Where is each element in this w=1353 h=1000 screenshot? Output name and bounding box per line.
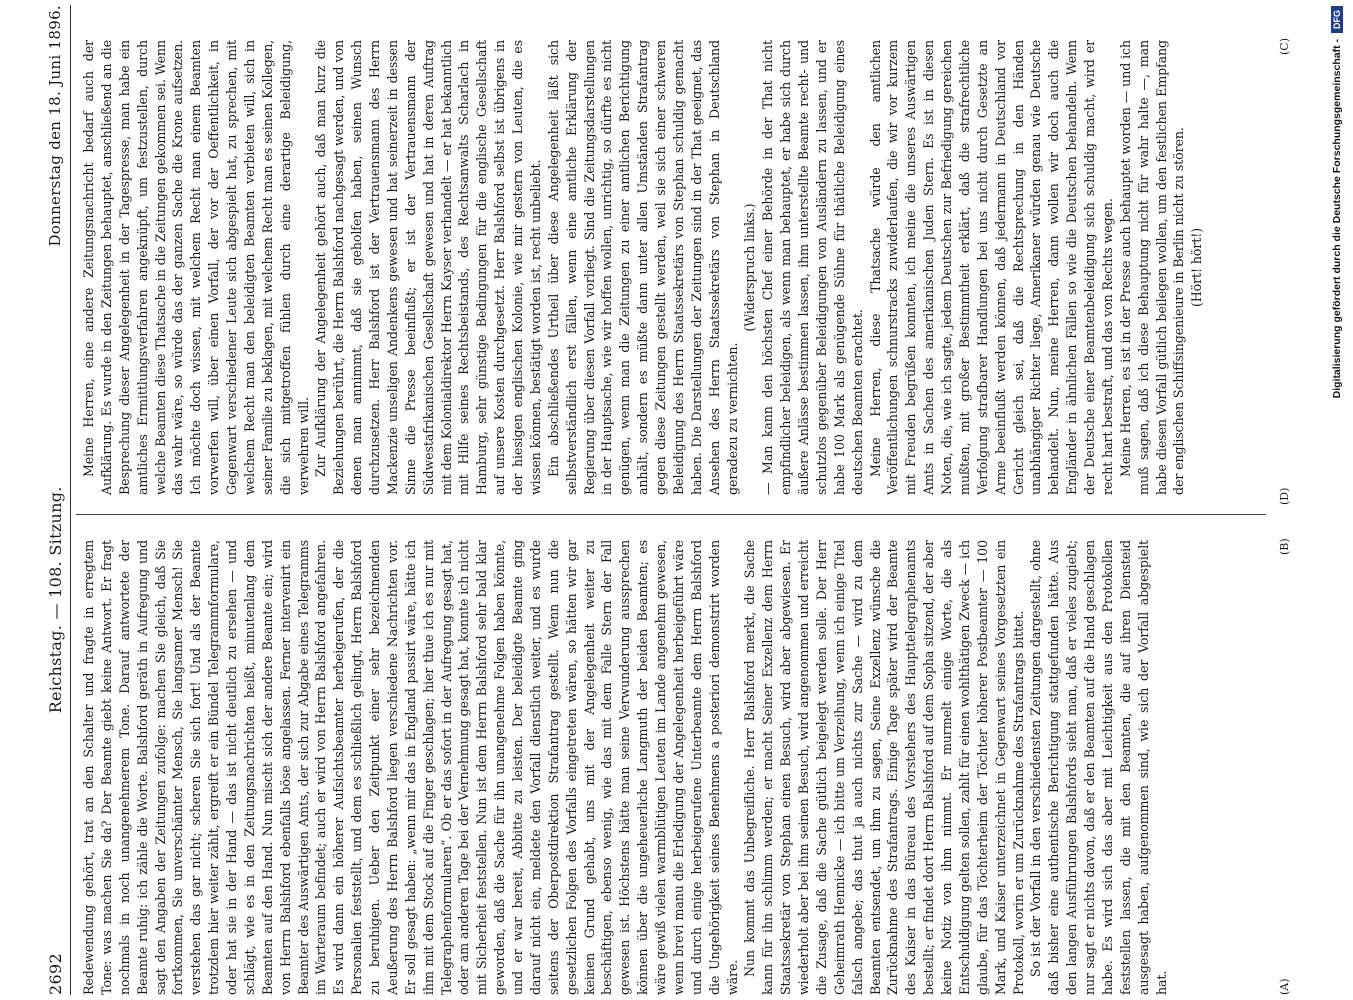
running-header <box>40 5 71 995</box>
interjection: (Hört! hört!) <box>1189 227 1205 308</box>
credit-text: Digitalisierung gefördert durch die Deutsche Forschungsgemeinschaft - <box>1331 39 1343 399</box>
header-left-title: Reichstag. — 108. Sitzung. <box>45 486 65 714</box>
right-paragraph: Meine Herren, diese Thatsache würde den amtlichen Veröffentlichungen schnurstracks zuwiderlaufen, die wir vor kurzem mit Freuden begrüßen konnten, ich meine die unseres Auswärtigen Amts in Sachen des amerikanischen Juden Stern. Es ist in diesen Noten, die, wie ich sagte, jedem Deutschen zur Befriedigung gereichen mußten, mit großer Bestimmtheit erklärt, daß die strafrechtliche Verfolgung strafbarer Handlungen bei uns nicht durch Gesetzte an Arme beeinflußt werden können, daß jedermann in Deutschland vor Gericht gleich sei, daß die Rechtsprechung in den Händen unabhängiger Richter liege, Amerikaner würden genau wie Deutsche behandelt. Nun, meine Herren, dann wollen wir doch auch die Engländer in ähnlichen Fällen so wie die Deutschen behandeln. Wenn der Deutsche einer Beamtenbeleidigung sich schuldig macht, wird er recht hart bestraft, und das von Rechts wegen. <box>867 40 1115 495</box>
left-paragraph: Redewendung gehört, trat an den Schalter und fragte in erregtem Tone: was machen Sie da? Der Beamte giebt keine Antwort. Er fragt nochmals in noch unangenehmerem Tone. Darauf antwortete der Beamte ruhig: ich zähle die Worte. Balshford geräth in Aufregung und sagt den Angaben der Zeitungen zufolge: machen Sie gleich, daß Sie fortkommen, Sie unverschämter Mensch, Sie langsamer Mensch! Sie verstehen das gar nicht; scheren Sie sich fort! Und als der Beamte trotzdem hier weiter zählt, ergreift er ein Bündel Telegrammformulare, oder hat sie in der Hand — das ist nicht deutlich zu ersehen — und schlägt, wie es in den Zeitungsnachrichten heißt, minutenlang dem Beamten auf den Hand. Nun mischt sich der andere Beamte ein; wird von Herrn Balshford ebenfalls böse angelassen. Ferner intervenirt ein Beamter des Auswärtigen Amts, der sich zur Abgabe eines Telegramms im Warteraum befindet; auch er wird von Herrn Balshford angefahren. Es wird dann ein höherer Aufsichtsbeamter herbeigerufen, der die Personalien feststellt, und dem es schließlich gelingt, Herrn Balshford zu beruhigen. Ueber den Zeitpunkt einer sehr bezeichnenden Aeußerung des Herrn Balshford liegen verschiedene Nachrichten vor. Er soll gesagt haben: „wenn mir das in England passirt wäre, hätte ich ihm mit dem Stock auf die Finger geschlagen; hier thue ich es nur mit Telegraphenformularen“. Ob er das sofort in der Aufregung gesagt hat, oder am anderen Tage bei der Vernehmung gesagt hat, konnte ich nicht mit Sicherheit feststellen. Nun ist dem Herrn Balshford sehr bald klar geworden, daß die Sache für ihn unangenehme Folgen haben könnte, und er war bereit, Abbitte zu leisten. Der beleidigte Beamte ging darauf nicht ein, meldete den Vorfall dienstlich weiter, und es wurde seitens der Oberpostdirektion Strafantrag gestellt. Wenn nun die gesetzlichen Folgen des Vorfalls eingetreten wären, so hätten wir gar keinen Grund gehabt, uns mit der Angelegenheit weiter zu beschäftigen, ebenso wenig, wie das mit dem Falle Stern der Fall gewesen ist. Höchstens hätte man seine Verwunderung aussprechen können über die ungeheuerliche Langmuth der beiden Beamten; es wäre gewiß vielen warmblütigen Leuten im Lande angenehm gewesen, wenn brevi manu die Erledigung der Angelegenheit herbeigeführt wäre und durch einige herbeigerufene Unterbeamte dem Herrn Balshford die Ungehörigkeit seines Benehmens a posteriori demonstrirt worden wäre. <box>81 540 740 995</box>
rotated-page <box>40 5 1330 995</box>
left-paragraph: So ist der Vorfall in den verschiedensten Zeitungen dargestellt, ohne daß bisher eine authentische Berichtigung stattgefunden hätte. Aus den langen Ausführungen Balshfords sieht man, daß er vieles zugiebt; nur sagt er nichts davon, daß er den Beamten auf die Hand geschlagen habe. Es wird sich das aber mit Leichtigkeit aus den Protokollen feststellen lassen, die mit den Beamten, die auf ihren Diensteid ausgesagt haben, aufgenommen sind, wie sich der Vorfall abgespielt hat. <box>1028 540 1169 995</box>
left-paragraph: Nun kommt das Unbegreifliche. Herr Balshford merkt, die Sache kann für ihn schlimm werden; er macht Seiner Exzellenz dem Herrn Staatssekretär von Stephan einen Besuch, wird aber abgewiesen. Er wiederholt aber bei ihm seinen Besuch, wird angenommen und erreicht die Zusage, daß die Sache gütlich beigelegt werden solle. Der Herr Geheimrath Hennicke — ich bitte um Verzeihung, wenn ich einige Titel falsch angebe; das thut ja auch nichts zur Sache — wird zu dem Beamten entsendet, um ihm zu sagen, Seine Exzellenz wünsche die Zurücknahme des Strafantrags. Einige Tage später wird der Beamte des Kaiser in das Büreau des Vorstehers des Haupttelegraphenamts bestellt; er findet dort Herrn Balshford auf dem Sopha sitzend, der aber keine Notiz von ihm nimmt. Er murmelt einige Worte, die als Entschuldigung gelten sollen, zahlt für einen wohlthätigen Zweck — ich glaube, für das Töchterheim der Töchter höherer Postbeamter — 100 Mark, und Kaiser unterzeichnet in Gegenwart seines Vorgesetzten ein Protokoll, worin er um Zurücknahme des Strafantrags bittet. <box>742 540 1026 995</box>
margin-mark-d: (D) <box>1278 487 1291 505</box>
margin-mark-b: (B) <box>1278 538 1291 555</box>
right-paragraph: Zur Aufklärung der Angelegenheit gehört auch, daß man kurz die Beziehungen berührt, die Herrn Balshford nachgesagt werden, und von denen man annimmt, daß sie geholfen haben, seinen Wunsch durchzusetzen. Herr Balshford ist der Vertrauensmann des Herrn Mackenzie unseligen Andenkens gewesen und hat seinerzeit in dessen Sinne die Presse beeinflußt; er ist der Vertrauensmann der Südwestafrikanischen Gesellschaft gewesen und hat in deren Auftrag mit dem Kolonialdirektor Herrn Kayser verhandelt — er hat bekanntlich mit Hilfe seines Rechtsbeistands, des Rechtsanwalts Scharlach in Hamburg, sehr günstige Bedingungen für die englische Gesellschaft auf unsere Kosten durchgesetzt. Herr Balshford selbst ist übrigens in der hiesigen englischen Kolonie, wie mir gestern von Leuten, die es wissen können, bestätigt worden ist, recht unbeliebt. <box>313 40 543 495</box>
margin-mark-c: (C) <box>1278 38 1291 55</box>
dfg-logo: DFG <box>1331 6 1343 33</box>
right-paragraph: Meine Herren, eine andere Zeitungsnachricht bedarf auch der Aufklärung. Es wurde in den Zeitungen behauptet, anschließend an die Besprechung dieser Angelegenheit in der Tagespresse, man habe ein amtliches Ermittlungsverfahren angeknüpft, um festzustellen, durch welche Beamten diese Thatsache in die Zeitungen gekommen sei. Wenn das wahr wäre, so würde das der ganzen Sache die Krone aufsetzen. Ich möchte doch wissen, mit welchem Recht man einem Beamten vorwerfen will, über einen Vorfall, der vor der Oeffentlichkeit, in Gegenwart verschiedener Leute sich abgespielt hat, zu sprechen, mit welchem Recht man den beleidigten Beamten verbieten will, sich in seiner Familie zu beklagen, mit welchem Recht man es seinen Kollegen, die sich mitgetroffen fühlen durch eine derartige Beleidigung, verwehren will. <box>81 40 311 495</box>
right-paragraph: Ein abschließendes Urtheil über diese Angelegenheit läßt sich selbstverständlich erst fällen, wenn eine amtliche Erklärung der Regierung über diesen Vorfall vorliegt. Sind die Zeitungsdarstellungen in der Hauptsache, wie wir hoffen wollen, unrichtig, so dürfte es nicht genügen, wenn man die Zeitungen zu einer amtlichen Berichtigung anhält, sondern es müßte dann unter allen Umständen Strafantrag gegen diese Zeitungen gestellt werden, weil sie sich einer schweren Beleidigung des Herrn Staatssekretärs von Stephan schuldig gemacht haben. Die Darstellungen der Zeitungen sind in der That geeignet, das Ansehen des Herrn Staatssekretärs von Stephan in Deutschland geradezu zu vernichten. <box>545 40 740 495</box>
digitization-credit <box>1326 6 1348 986</box>
left-column <box>80 540 1260 995</box>
page-number: 2692 <box>45 953 65 995</box>
column-divider <box>76 514 1266 515</box>
header-right-title: Donnerstag den 18. Juni 1896. <box>46 5 64 247</box>
right-column <box>80 40 1260 495</box>
interjection: (Widerspruch links.) <box>742 203 758 332</box>
right-paragraph: — Man kann den höchsten Chef einer Behörde in der That nicht empfindlicher beleidigen, als wenn man behauptet, er habe sich durch äußere Anlässe bestimmen lassen, ihm unterstellte Beamte recht- und schutzlos gegenüber Beleidigungen von Ausländern zu lassen, und er habe 100 Mark als genügende Sühne für thätliche Beleidigung eines deutschen Beamten erachtet. <box>760 40 865 495</box>
margin-mark-a: (A) <box>1278 978 1291 995</box>
right-paragraph: Meine Herren, es ist in der Presse auch behauptet worden — und ich muß sagen, daß ich diese Behauptung nicht für wahr halte —, man habe diesen Vorfall gütlich beilegen wollen, um den festlichen Empfang der englischen Schiffsingenieure in Berlin nicht zu stören. <box>1117 40 1187 495</box>
